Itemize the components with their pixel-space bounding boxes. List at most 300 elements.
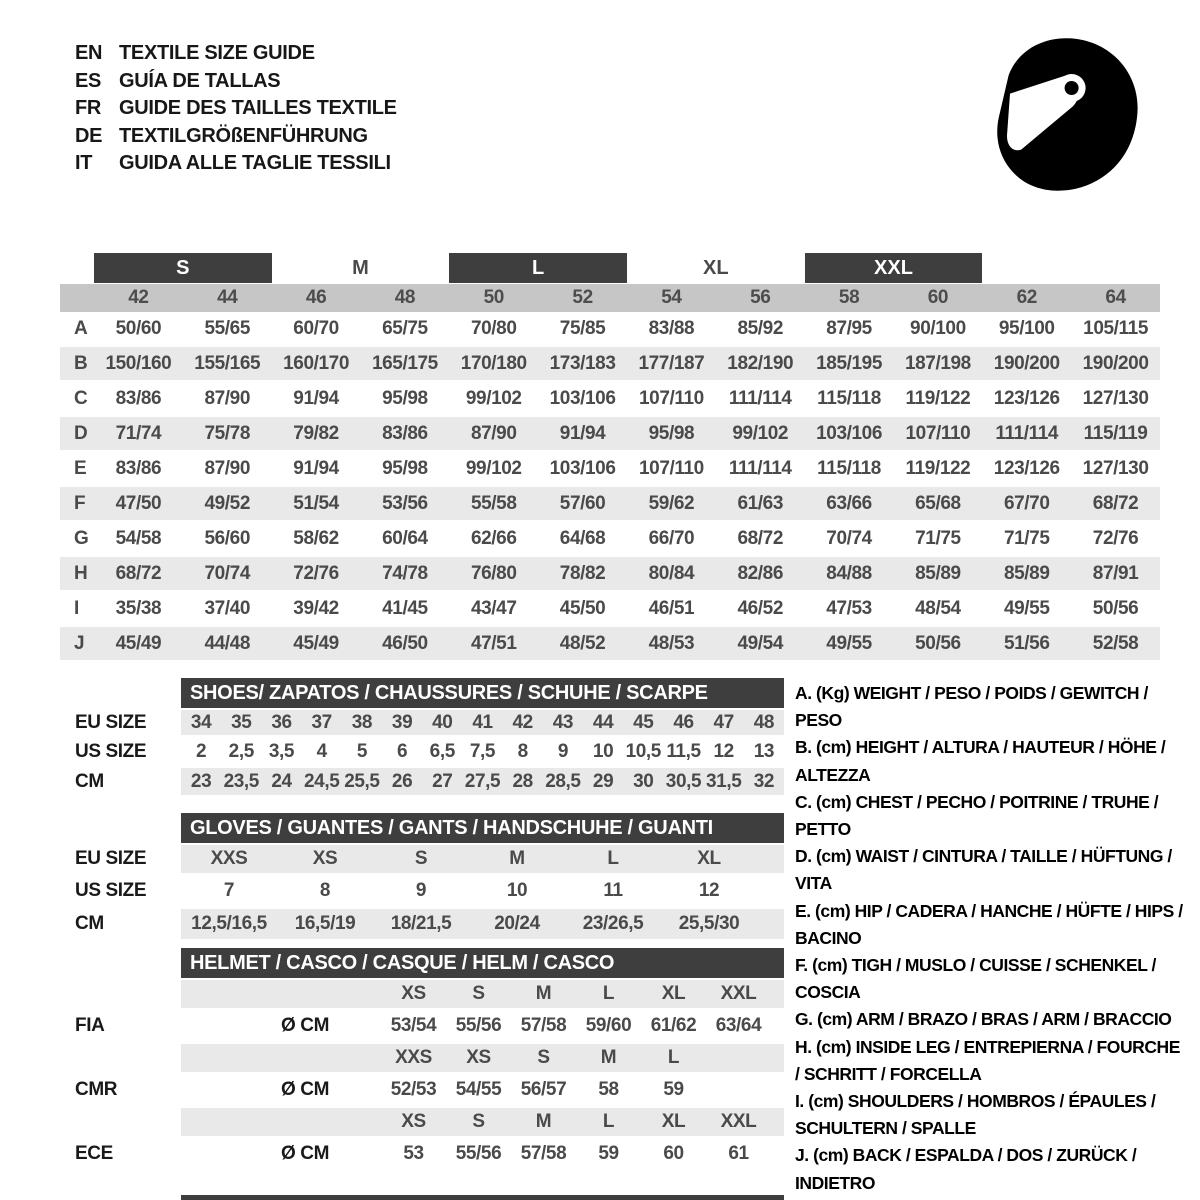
helmet-size-value: 52/53 xyxy=(390,1079,437,1100)
measurement-value: 48/53 xyxy=(648,632,695,654)
measurement-value: 111/114 xyxy=(995,422,1059,444)
legend-item: G. (cm) ARM / BRAZO / BRAS / ARM / BRACCIO xyxy=(795,1009,1172,1030)
measurement-value: 91/94 xyxy=(293,387,339,409)
section-row-label: EU SIZE xyxy=(75,711,147,733)
measurement-value: 75/85 xyxy=(559,317,606,339)
size-value: 25,5/30 xyxy=(678,913,740,934)
helmet-size-value: 55/56 xyxy=(455,1015,502,1036)
helmet-value-band xyxy=(181,1074,784,1106)
row-label: J xyxy=(74,632,85,654)
measurement-value: 55/65 xyxy=(204,317,251,339)
helmet-size-label: S xyxy=(472,983,485,1004)
shoes-rows xyxy=(60,708,784,797)
section-row-label: EU SIZE xyxy=(75,848,147,869)
measurement-value: 87/95 xyxy=(826,317,872,339)
measurement-value: 119/122 xyxy=(905,457,971,479)
measurement-value: 91/94 xyxy=(559,422,606,444)
measurement-value: 51/56 xyxy=(1003,632,1050,654)
row-label: F xyxy=(74,492,86,514)
measurement-value: 72/76 xyxy=(293,562,339,584)
measurement-value: 187/198 xyxy=(904,352,971,374)
size-value: 20/24 xyxy=(494,913,540,934)
size-value: 9 xyxy=(415,880,427,901)
helmet-size-label: S xyxy=(472,1111,485,1132)
size-value: S xyxy=(414,848,428,869)
measurement-value: 78/82 xyxy=(559,562,606,584)
helmet-size-value: 61 xyxy=(728,1143,749,1164)
numeric-size: 44 xyxy=(217,287,238,308)
section-row-band xyxy=(181,737,784,766)
size-value: 45 xyxy=(633,711,654,733)
measurement-value: 50/56 xyxy=(915,632,961,654)
row-label: D xyxy=(74,422,88,444)
size-value: 48 xyxy=(753,711,775,733)
strip-spacer xyxy=(60,284,94,312)
section-row-band xyxy=(181,708,784,737)
legend-item: I. (cm) SHOULDERS / HOMBROS / ÉPAULES / SCHULTERN / SPALLE xyxy=(795,1091,1156,1139)
size-value: 31,5 xyxy=(706,770,742,792)
measurement-value: 190/200 xyxy=(993,352,1060,374)
helmet-size-value: 56/57 xyxy=(520,1079,567,1100)
language-row xyxy=(75,123,397,151)
measurement-value: 170/180 xyxy=(460,352,527,374)
size-band-m: M xyxy=(352,256,369,279)
size-value: XS xyxy=(312,848,338,869)
size-value: XL xyxy=(697,848,721,869)
textile-row-a xyxy=(60,312,1160,345)
helmet-size-value: 59 xyxy=(663,1079,684,1100)
measurement-value: 127/130 xyxy=(1082,387,1149,409)
size-value: 43 xyxy=(552,711,574,733)
measurement-value: 182/190 xyxy=(727,352,794,374)
measurement-value: 56/60 xyxy=(204,527,251,549)
size-value: 28,5 xyxy=(545,770,581,792)
size-value: 10,5 xyxy=(625,740,661,762)
numeric-size: 58 xyxy=(838,287,860,308)
measurement-value: 46/51 xyxy=(648,597,695,619)
row-label: H xyxy=(74,562,88,584)
measurement-value: 48/52 xyxy=(559,632,606,654)
size-band-xl: XL xyxy=(703,256,729,279)
size-value: 47 xyxy=(713,711,734,733)
size-value: 27,5 xyxy=(464,770,501,792)
measurement-value: 99/102 xyxy=(465,387,522,409)
helmet-standard-label: FIA xyxy=(75,1015,105,1036)
textile-row-b xyxy=(60,345,1160,382)
helmet-size-label: L xyxy=(602,1111,615,1132)
size-value: 23/26,5 xyxy=(582,913,644,934)
size-value: 46 xyxy=(673,711,694,733)
measurement-value: 45/50 xyxy=(559,597,606,619)
measurement-value: 119/122 xyxy=(905,387,971,409)
helmet-size-value: 58 xyxy=(598,1079,619,1100)
size-value: 8 xyxy=(517,740,528,762)
language-code: ES xyxy=(75,69,102,92)
measurement-value: 65/75 xyxy=(382,317,428,339)
helmet-value-band xyxy=(181,1010,784,1042)
helmet-size-label: M xyxy=(600,1047,617,1068)
size-value: 30 xyxy=(633,770,654,792)
measurement-value: 190/200 xyxy=(1082,352,1149,374)
helmet-size-label: S xyxy=(537,1047,550,1068)
measurement-value: 75/78 xyxy=(204,422,251,444)
measurement-value: 85/92 xyxy=(737,317,784,339)
section-row xyxy=(60,708,784,737)
measurement-value: 185/195 xyxy=(816,352,883,374)
helmet-size-value: 59/60 xyxy=(585,1015,632,1036)
textile-row-h xyxy=(60,555,1160,592)
textile-measurement-rows xyxy=(60,312,1160,662)
size-value: 10 xyxy=(592,740,614,762)
helmet-size-band xyxy=(181,1106,784,1138)
measurement-value: 35/38 xyxy=(115,597,162,619)
measurement-value: 160/170 xyxy=(283,352,350,374)
legend-item: B. (cm) HEIGHT / ALTURA / HAUTEUR / HÖHE / ALTEZZA xyxy=(795,737,1166,785)
measurement-value: 83/86 xyxy=(115,457,162,479)
helmet-size-value: 57/58 xyxy=(520,1015,567,1036)
helmet-size-value: 54/55 xyxy=(455,1079,502,1100)
helmet-size-value: 53/54 xyxy=(390,1015,437,1036)
helmet-size-value: 57/58 xyxy=(520,1143,567,1164)
size-value: 13 xyxy=(753,740,775,762)
racing-helmet-icon xyxy=(982,30,1150,202)
measurement-value: 71/74 xyxy=(115,422,162,444)
helmet-size-value: 53 xyxy=(403,1143,424,1164)
measurement-value: 49/55 xyxy=(1003,597,1050,619)
size-value: XXS xyxy=(210,848,248,869)
measurement-value: 85/89 xyxy=(915,562,961,584)
numeric-size: 50 xyxy=(483,287,504,308)
size-value: 18/21,5 xyxy=(390,913,452,934)
measurement-value: 83/86 xyxy=(382,422,428,444)
size-value: 29 xyxy=(592,770,614,792)
numeric-size: 48 xyxy=(394,287,416,308)
measurement-value: 173/183 xyxy=(549,352,616,374)
numeric-size: 56 xyxy=(750,287,771,308)
measurement-legend xyxy=(795,680,1187,1197)
size-value: 44 xyxy=(592,711,614,733)
language-row xyxy=(75,95,397,123)
size-value: 11,5 xyxy=(666,740,701,762)
measurement-value: 63/66 xyxy=(826,492,872,514)
helmet-size-label: XXL xyxy=(720,983,757,1004)
measurement-value: 99/102 xyxy=(732,422,789,444)
helmet-size-row xyxy=(60,978,784,1010)
measurement-value: 52/58 xyxy=(1092,632,1139,654)
helmet-size-label: XL xyxy=(661,983,686,1004)
measurement-value: 68/72 xyxy=(1092,492,1139,514)
measurement-value: 45/49 xyxy=(293,632,339,654)
measurement-value: 127/130 xyxy=(1082,457,1149,479)
numeric-size: 52 xyxy=(572,287,593,308)
legend-item: H. (cm) INSIDE LEG / ENTREPIERNA / FOURCHE / SCHRITT / FORCELLA xyxy=(795,1036,1180,1084)
measurement-value: 51/54 xyxy=(293,492,339,514)
helmet-standard-label: ECE xyxy=(75,1143,113,1164)
helmet-size-label: XL xyxy=(661,1111,686,1132)
textile-row-j xyxy=(60,625,1160,662)
measurement-value: 71/75 xyxy=(915,527,961,549)
section-row-band xyxy=(181,875,784,907)
helmet-size-row-spacer xyxy=(60,1042,181,1074)
measurement-value: 87/90 xyxy=(204,457,251,479)
size-value: 2,5 xyxy=(228,740,254,762)
measurement-value: 65/68 xyxy=(915,492,961,514)
section-row-band xyxy=(181,766,784,797)
measurement-value: 107/110 xyxy=(905,422,971,444)
measurement-value: 79/82 xyxy=(293,422,339,444)
section-row-band xyxy=(181,907,784,941)
size-value: 23 xyxy=(190,770,212,792)
measurement-value: 95/98 xyxy=(382,457,428,479)
measurement-value: 85/89 xyxy=(1003,562,1050,584)
size-value: 34 xyxy=(190,711,212,733)
size-value: 39 xyxy=(391,711,413,733)
helmet-value-row-cmr xyxy=(60,1074,784,1106)
textile-row-f xyxy=(60,485,1160,522)
measurement-value: 123/126 xyxy=(993,387,1060,409)
language-code: EN xyxy=(75,42,103,64)
measurement-value: 103/106 xyxy=(549,457,616,479)
measurement-value: 72/76 xyxy=(1092,527,1139,549)
row-label: E xyxy=(74,457,87,479)
helmet-size-label: XS xyxy=(401,983,426,1004)
language-row xyxy=(75,68,397,96)
language-row xyxy=(75,40,397,68)
helmet-value-band xyxy=(181,1138,784,1170)
diameter-unit-label: Ø CM xyxy=(281,1015,330,1036)
helmet-size-label: XXS xyxy=(395,1047,432,1068)
measurement-value: 76/80 xyxy=(470,562,517,584)
measurement-value: 62/66 xyxy=(470,527,517,549)
section-row xyxy=(60,737,784,766)
language-code: IT xyxy=(75,152,93,174)
textile-row-i xyxy=(60,592,1160,625)
measurement-value: 99/102 xyxy=(465,457,522,479)
size-value: 35 xyxy=(231,711,252,733)
legend-item: J. (cm) BACK / ESPALDA / DOS / ZURÜCK / INDIETRO xyxy=(795,1145,1137,1193)
measurement-value: 50/60 xyxy=(115,317,162,339)
helmet-size-value: 60 xyxy=(663,1143,684,1164)
language-title: GUIDA ALLE TAGLIE TESSILI xyxy=(119,152,391,174)
size-value: 24,5 xyxy=(304,770,340,792)
measurement-value: 50/56 xyxy=(1092,597,1139,619)
measurement-value: 67/70 xyxy=(1003,492,1050,514)
measurement-value: 103/106 xyxy=(549,387,616,409)
measurement-value: 47/53 xyxy=(826,597,872,619)
size-value: 23,5 xyxy=(223,770,259,792)
size-value: 3,5 xyxy=(268,740,295,762)
measurement-value: 47/51 xyxy=(470,632,517,654)
measurement-value: 91/94 xyxy=(293,457,339,479)
language-title: TEXTILE SIZE GUIDE xyxy=(119,42,315,64)
size-value: 6 xyxy=(397,740,408,762)
measurement-value: 59/62 xyxy=(648,492,695,514)
measurement-value: 74/78 xyxy=(382,562,428,584)
measurement-value: 49/54 xyxy=(737,632,784,654)
size-value: 12 xyxy=(713,740,734,762)
size-value: 41 xyxy=(472,711,493,733)
textile-row-d xyxy=(60,415,1160,452)
measurement-value: 115/118 xyxy=(817,457,881,479)
helmet-size-value: 55/56 xyxy=(455,1143,502,1164)
helmet-size-row-spacer xyxy=(60,978,181,1010)
measurement-value: 177/187 xyxy=(638,352,705,374)
numeric-size: 60 xyxy=(927,287,949,308)
helmet-size-label: L xyxy=(667,1047,680,1068)
row-label: B xyxy=(74,352,88,374)
helmet-rows xyxy=(60,978,784,1170)
section-row-label: CM xyxy=(75,770,104,792)
helmet-size-value: 61/62 xyxy=(650,1015,697,1036)
measurement-value: 37/40 xyxy=(204,597,251,619)
legend-item: C. (cm) CHEST / PECHO / POITRINE / TRUHE / PETTO xyxy=(795,791,1159,840)
size-value: 36 xyxy=(271,711,292,733)
measurement-value: 90/100 xyxy=(910,317,966,339)
measurement-value: 54/58 xyxy=(115,527,162,549)
measurement-value: 55/58 xyxy=(470,492,517,514)
size-value: 27 xyxy=(432,770,453,792)
numeric-size: 54 xyxy=(661,287,682,308)
measurement-value: 103/106 xyxy=(816,422,883,444)
helmet-value-row-fia xyxy=(60,1010,784,1042)
size-value: 11 xyxy=(603,880,623,901)
measurement-value: 58/62 xyxy=(293,527,339,549)
section-row xyxy=(60,875,784,907)
measurement-value: 82/86 xyxy=(737,562,784,584)
size-value: 24 xyxy=(271,770,292,792)
measurement-value: 111/114 xyxy=(728,387,792,409)
measurement-value: 115/118 xyxy=(817,387,881,409)
size-value: 10 xyxy=(506,880,528,901)
language-code: FR xyxy=(75,97,102,119)
measurement-value: 83/86 xyxy=(115,387,162,409)
footwear-glove-helmet-sections xyxy=(60,678,784,1170)
section-row-label: CM xyxy=(75,913,104,934)
language-title: GUÍA DE TALLAS xyxy=(119,69,281,92)
measurement-value: 107/110 xyxy=(638,457,704,479)
size-value: 38 xyxy=(351,711,373,733)
helmet-size-band xyxy=(181,978,784,1010)
helmet-size-row xyxy=(60,1042,784,1074)
size-value: 37 xyxy=(311,711,332,733)
helmet-size-row xyxy=(60,1106,784,1138)
measurement-value: 80/84 xyxy=(648,562,695,584)
measurement-value: 49/55 xyxy=(826,632,872,654)
measurement-value: 60/70 xyxy=(293,317,339,339)
measurement-value: 46/50 xyxy=(382,632,428,654)
helmet-size-label: M xyxy=(535,983,552,1004)
section-row-label: US SIZE xyxy=(75,880,147,901)
section-row xyxy=(60,766,784,797)
measurement-value: 61/63 xyxy=(737,492,784,514)
size-value: L xyxy=(607,848,619,869)
numeric-size: 62 xyxy=(1016,287,1037,308)
measurement-value: 115/119 xyxy=(1083,422,1148,444)
helmet-size-label: XXL xyxy=(720,1111,757,1132)
size-value: 7 xyxy=(223,880,235,901)
size-value: 4 xyxy=(316,740,327,762)
measurement-value: 46/52 xyxy=(737,597,784,619)
measurement-value: 68/72 xyxy=(737,527,784,549)
size-band-s: S xyxy=(94,253,272,283)
language-title-list xyxy=(75,40,397,178)
size-value: 2 xyxy=(196,740,207,762)
measurement-value: 39/42 xyxy=(293,597,339,619)
measurement-value: 70/74 xyxy=(826,527,872,549)
measurement-value: 57/60 xyxy=(559,492,606,514)
legend-item: F. (cm) TIGH / MUSLO / CUISSE / SCHENKEL / COSCIA xyxy=(795,955,1156,1003)
measurement-value: 83/88 xyxy=(648,317,695,339)
size-value: 9 xyxy=(557,740,568,762)
size-band-row xyxy=(60,253,1160,283)
measurement-value: 45/49 xyxy=(115,632,162,654)
measurement-value: 111/114 xyxy=(728,457,792,479)
measurement-value: 47/50 xyxy=(115,492,162,514)
textile-row-e xyxy=(60,452,1160,485)
measurement-value: 95/100 xyxy=(998,317,1055,339)
cropped-next-section-bar xyxy=(181,1195,784,1200)
measurement-value: 60/64 xyxy=(382,527,428,549)
measurement-value: 84/88 xyxy=(826,562,872,584)
measurement-value: 71/75 xyxy=(1003,527,1050,549)
numeric-size-strip xyxy=(60,284,1160,312)
size-value: 25,5 xyxy=(344,770,380,792)
helmet-size-band xyxy=(181,1042,784,1074)
measurement-value: 70/80 xyxy=(470,317,517,339)
measurement-value: 95/98 xyxy=(382,387,428,409)
legend-item: E. (cm) HIP / CADERA / HANCHE / HÜFTE / HIPS / BACINO xyxy=(795,900,1183,948)
size-value: 42 xyxy=(512,711,533,733)
shoes-section-header: SHOES/ ZAPATOS / CHAUSSURES / SCHUHE / SCARPE xyxy=(181,678,784,708)
measurement-value: 105/115 xyxy=(1083,317,1148,339)
helmet-size-label: M xyxy=(535,1111,552,1132)
legend-item: A. (Kg) WEIGHT / PESO / POIDS / GEWITCH / PESO xyxy=(795,683,1148,731)
measurement-value: 87/91 xyxy=(1092,562,1139,584)
size-value: 7,5 xyxy=(469,740,496,762)
helmet-section-header: HELMET / CASCO / CASQUE / HELM / CASCO xyxy=(181,948,784,978)
size-value: 26 xyxy=(391,770,413,792)
section-row xyxy=(60,907,784,941)
size-value: 30,5 xyxy=(665,770,702,792)
helmet-size-label: XS xyxy=(466,1047,491,1068)
size-value: 40 xyxy=(432,711,453,733)
size-value: 12,5/16,5 xyxy=(191,913,267,934)
measurement-value: 155/165 xyxy=(194,352,261,374)
size-value: 8 xyxy=(319,880,331,901)
gloves-section-header: GLOVES / GUANTES / GANTS / HANDSCHUHE / GUANTI xyxy=(181,813,784,843)
row-label: A xyxy=(74,317,88,339)
section-row-band xyxy=(181,843,784,875)
measurement-value: 150/160 xyxy=(105,352,172,374)
helmet-size-value: 63/64 xyxy=(715,1015,762,1036)
measurement-value: 123/126 xyxy=(993,457,1060,479)
language-code: DE xyxy=(75,124,103,147)
measurement-value: 53/56 xyxy=(382,492,428,514)
size-value: M xyxy=(509,848,525,869)
helmet-size-label: XS xyxy=(401,1111,426,1132)
measurement-value: 41/45 xyxy=(382,597,428,619)
language-title: TEXTILGRÖßENFÜHRUNG xyxy=(119,124,368,147)
measurement-value: 70/74 xyxy=(204,562,251,584)
measurement-value: 68/72 xyxy=(115,562,162,584)
helmet-standard-label: CMR xyxy=(75,1079,118,1100)
row-label: C xyxy=(74,387,88,409)
section-row xyxy=(60,843,784,875)
row-label: G xyxy=(74,527,89,549)
measurement-value: 107/110 xyxy=(638,387,704,409)
size-value: 12 xyxy=(698,880,720,901)
measurement-value: 48/54 xyxy=(915,597,961,619)
